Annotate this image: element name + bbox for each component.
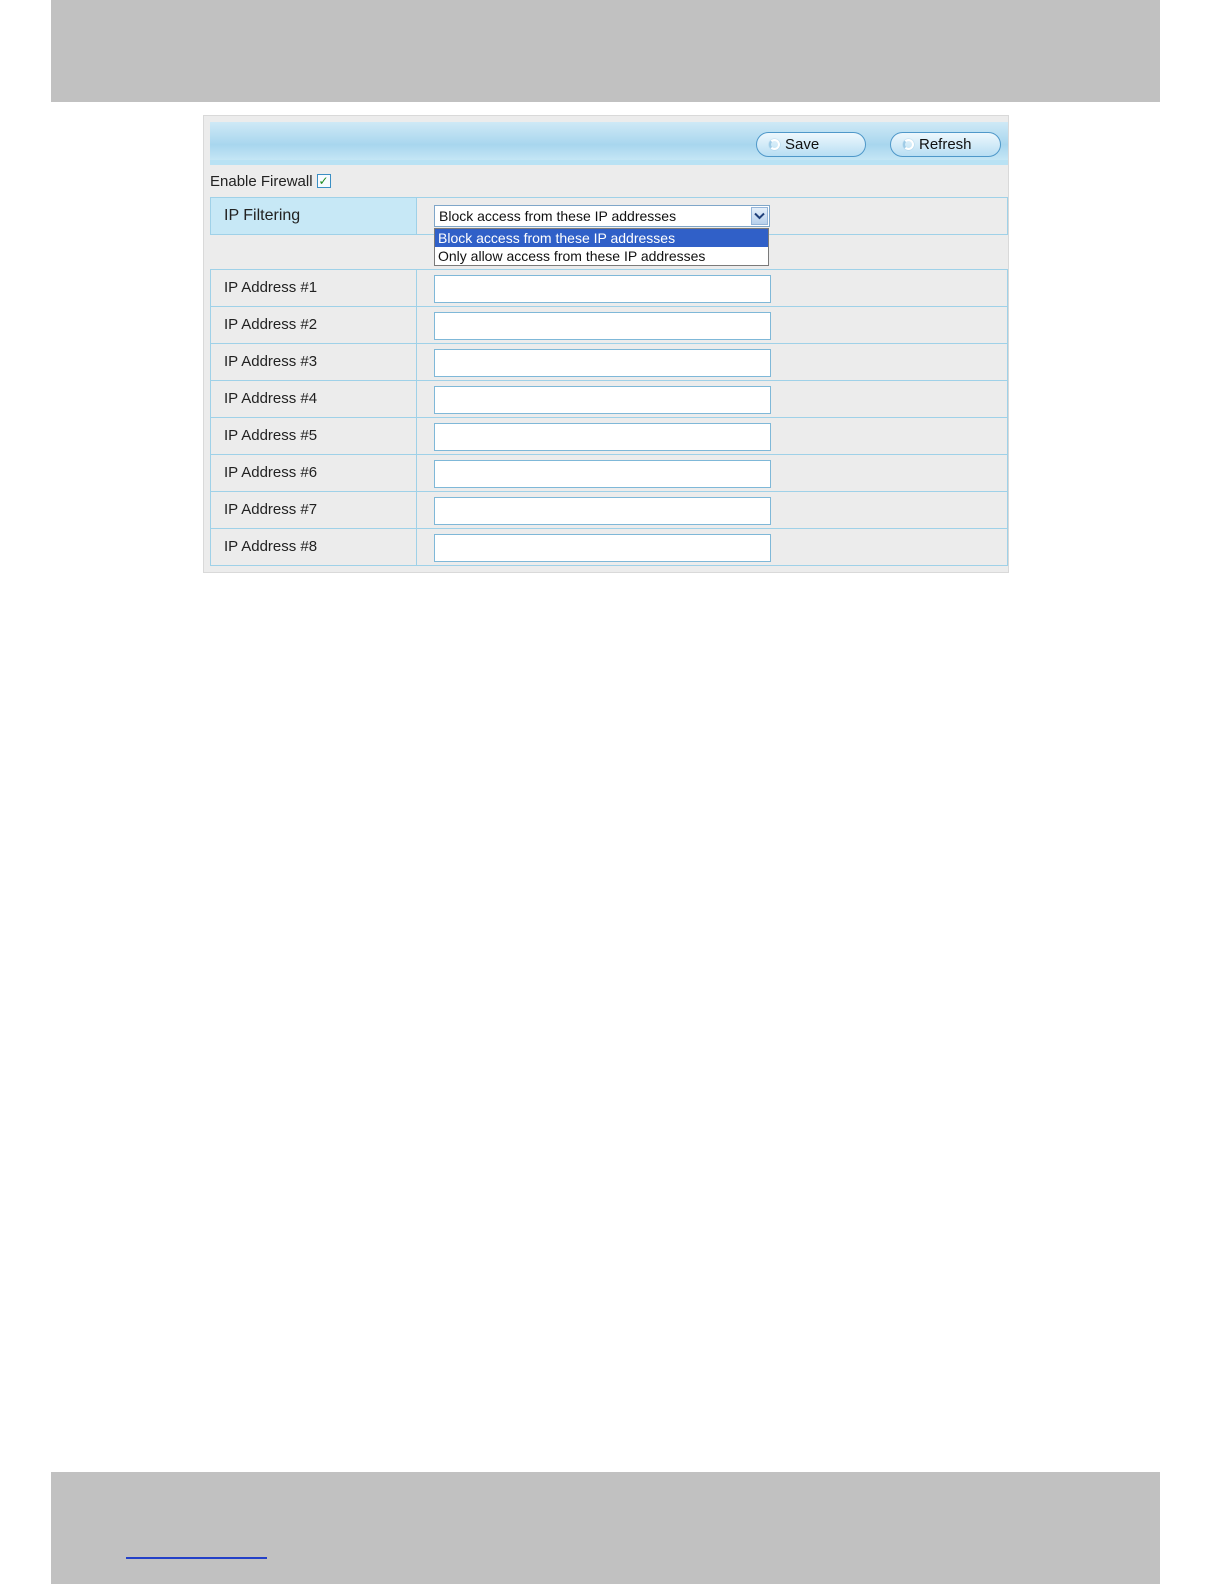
ip-address-input-8[interactable]	[434, 534, 771, 562]
ip-filtering-dropdown-list	[434, 228, 769, 266]
ip-address-row-5	[210, 417, 1008, 455]
ip-filtering-select[interactable]	[434, 205, 770, 227]
ip-address-label: IP Address #4	[211, 381, 417, 417]
footer-link-underline[interactable]	[126, 1557, 267, 1559]
dropdown-option-block[interactable]: Block access from these IP addresses	[435, 229, 768, 247]
ip-filtering-selected-value: Block access from these IP addresses	[439, 208, 677, 224]
ip-address-input-5[interactable]	[434, 423, 771, 451]
ip-address-input-7[interactable]	[434, 497, 771, 525]
ip-address-row-6	[210, 454, 1008, 492]
refresh-button-label: Refresh	[919, 136, 972, 153]
save-button-label: Save	[785, 136, 820, 153]
enable-firewall-checkbox[interactable]	[317, 174, 331, 188]
ip-address-input-6[interactable]	[434, 460, 771, 488]
dropdown-option-allow[interactable]: Only allow access from these IP addresses	[438, 248, 706, 264]
document-header-band	[51, 0, 1160, 102]
ip-address-label: IP Address #1	[211, 270, 417, 306]
ip-address-row-1	[210, 269, 1008, 307]
refresh-button[interactable]	[890, 132, 1001, 157]
enable-firewall-row	[210, 171, 331, 191]
toolbar	[210, 122, 1008, 165]
ip-address-label: IP Address #2	[211, 307, 417, 343]
ip-address-row-2	[210, 306, 1008, 344]
chevron-down-icon[interactable]	[751, 207, 768, 225]
ip-address-input-1[interactable]	[434, 275, 771, 303]
refresh-circle-icon	[903, 139, 914, 150]
ip-address-input-4[interactable]	[434, 386, 771, 414]
save-button[interactable]	[756, 132, 866, 157]
ip-address-label: IP Address #8	[211, 529, 417, 565]
ip-address-label: IP Address #5	[211, 418, 417, 454]
ip-address-label: IP Address #6	[211, 455, 417, 491]
firewall-settings-panel	[203, 115, 1009, 573]
document-footer-band	[51, 1472, 1160, 1584]
enable-firewall-label: Enable Firewall	[210, 172, 313, 190]
ip-address-row-7	[210, 491, 1008, 529]
ip-address-input-3[interactable]	[434, 349, 771, 377]
ip-address-input-2[interactable]	[434, 312, 771, 340]
ip-filtering-label: IP Filtering	[211, 198, 417, 234]
refresh-circle-icon	[769, 139, 780, 150]
ip-address-row-8	[210, 528, 1008, 566]
ip-address-label: IP Address #7	[211, 492, 417, 528]
ip-address-row-3	[210, 343, 1008, 381]
ip-address-row-4	[210, 380, 1008, 418]
ip-address-label: IP Address #3	[211, 344, 417, 380]
check-icon: ✓	[318, 174, 329, 188]
